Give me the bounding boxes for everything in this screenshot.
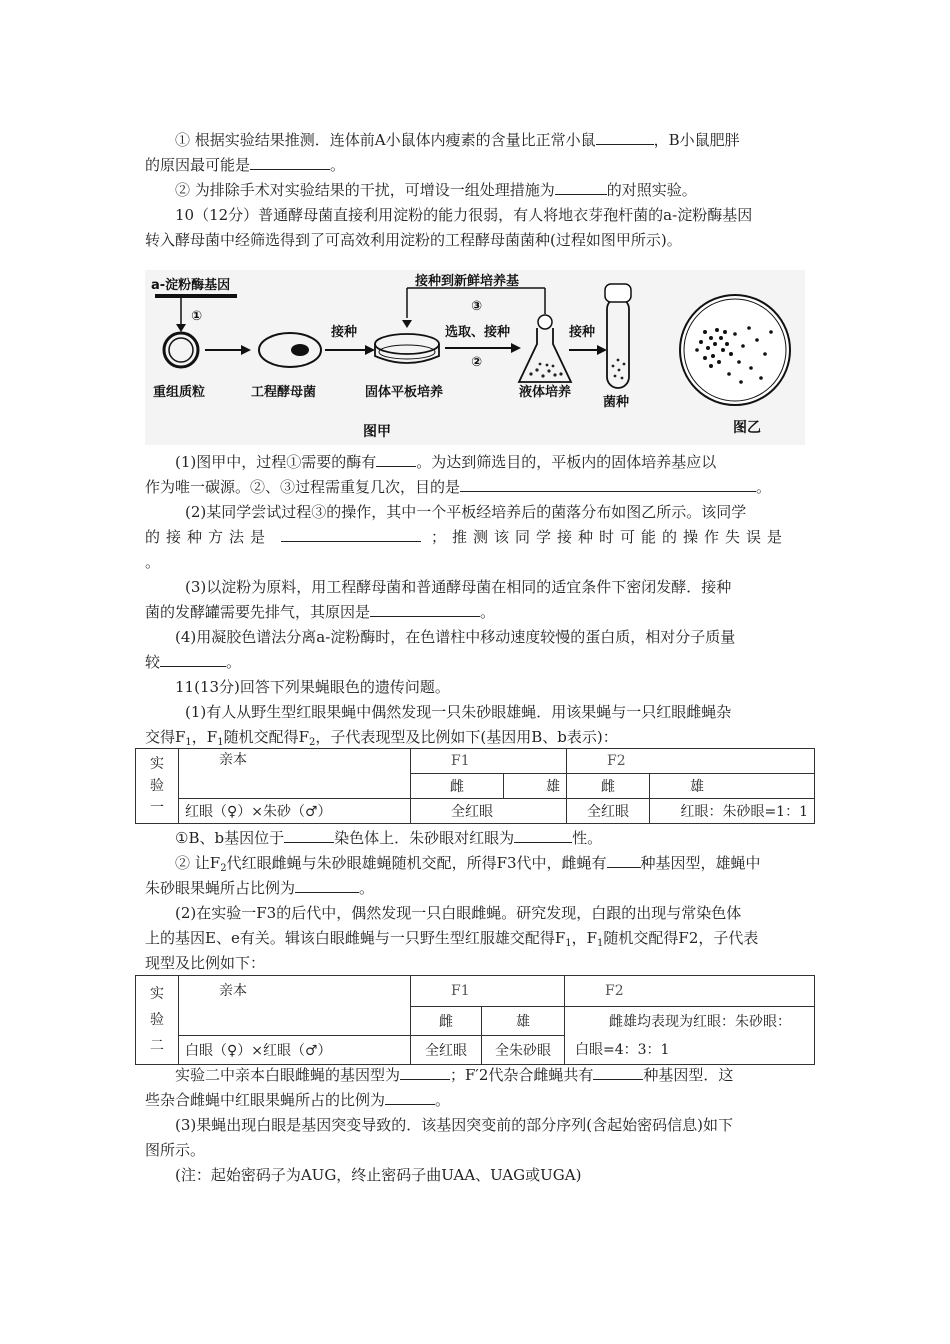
inoculate-label-1: 接种 [331, 325, 358, 340]
f1-male-header: 雄 [504, 774, 567, 799]
exp-char: 实 [150, 986, 164, 1002]
f1-header: F1 [411, 749, 567, 774]
text: ② 让F [175, 854, 221, 872]
text: 。 [756, 478, 772, 496]
exp-char: 验 [150, 778, 164, 794]
q11-3-line2: 图所示。 [145, 1141, 206, 1159]
q11-1-line2 [145, 725, 810, 749]
table-experiment-2 [135, 975, 815, 1065]
liquid-label: 液体培养 [519, 385, 572, 400]
q10-2-line1: (2)某同学尝试过程③的操作，其中一个平板经培养后的菌落分布如图乙所示。该同学 [185, 503, 747, 521]
answer-blank[interactable] [596, 129, 654, 145]
exp-label-cell [136, 976, 179, 1065]
q11-1-line4 [175, 851, 810, 875]
text: 上的基因E、e有关。辑该白眼雌蝇与一只野生型红服雄交配得F [145, 929, 566, 947]
gene-label: a-淀粉酶基因 [151, 278, 231, 293]
answer-blank[interactable] [555, 179, 607, 195]
answer-blank[interactable] [295, 877, 359, 893]
answer-blank[interactable] [250, 154, 330, 170]
cross-cell: 白眼（♀）×红眼（♂） [179, 1036, 411, 1065]
figure-b-caption: 图乙 [733, 420, 761, 436]
q10-2-line3: 。 [145, 553, 161, 571]
text: 菌的发酵罐需要先排气，其原因是 [145, 603, 371, 621]
f2-male-header: 雄 [650, 774, 815, 799]
text: 种基因型，雄蝇中 [640, 854, 761, 872]
step3-label: ③ [471, 299, 483, 314]
answer-blank[interactable] [281, 526, 421, 542]
answer-blank[interactable] [460, 476, 756, 492]
text: 朱砂眼果蝇所占比例为 [145, 879, 296, 897]
answer-blank[interactable] [385, 1089, 435, 1105]
text: 的接种方法是 [145, 528, 272, 546]
strain-label: 菌种 [603, 395, 630, 410]
text: 。 [359, 879, 375, 897]
q10-1-line2 [145, 475, 810, 499]
exp-char: 一 [150, 800, 164, 816]
text: ；推测该同学接种时可能的操作失误是 [431, 528, 789, 546]
text: 些杂合雌蝇中红眼果蝇所占的比例为 [145, 1091, 386, 1109]
f2-header: F2 [567, 749, 815, 774]
text: 性。 [572, 829, 603, 847]
q9-line1 [175, 128, 810, 152]
q11-1-line3 [175, 826, 810, 850]
exp-char: 实 [150, 756, 164, 772]
text: 较 [145, 653, 161, 671]
subscript: 2 [309, 737, 316, 748]
text: 的对照实验。 [606, 181, 697, 199]
q10-4-line2 [145, 650, 810, 674]
answer-blank[interactable] [160, 651, 226, 667]
text: 。 [330, 156, 346, 174]
answer-blank[interactable] [376, 451, 416, 467]
text: ① 根据实验结果推测．连体前A小鼠体内瘦素的含量比正常小鼠 [175, 131, 596, 149]
text: 代红眼雌蝇与朱砂眼雄蝇随机交配，所得F3代中，雌蝇有 [226, 854, 607, 872]
text: 染色体上．朱砂眼对红眼为 [334, 829, 515, 847]
plasmid-label: 重组质粒 [153, 385, 206, 400]
answer-blank[interactable] [284, 827, 334, 843]
subscript: 1 [565, 938, 572, 949]
text: 种基因型．这 [643, 1066, 734, 1084]
q10-2-line2 [145, 525, 810, 549]
f1-female-header: 雌 [411, 1007, 482, 1036]
text: 的原因最可能是 [145, 156, 251, 174]
q11-intro: 11(13分)回答下列果蝇眼色的遗传问题。 [175, 678, 450, 696]
select-label: 选取、接种 [445, 325, 511, 340]
q9-line2 [145, 153, 810, 177]
text: 。 [480, 603, 496, 621]
q11-2-line3: 现型及比例如下： [145, 954, 266, 972]
subscript: 1 [217, 737, 224, 748]
q10-intro-2: 转入酵母菌中经筛选得到了可高效利用淀粉的工程酵母菌菌种(过程如图甲所示)。 [145, 231, 682, 249]
text: ，子代表现型及比例如下(基因用B、b表示)： [315, 728, 618, 746]
exp-char: 验 [150, 1012, 164, 1028]
q9-line3 [175, 178, 810, 202]
exp-label-cell [136, 749, 179, 824]
q10-1-line1 [175, 450, 810, 474]
subscript: 1 [185, 737, 192, 748]
table-experiment-1 [135, 748, 815, 824]
q10-3-line2 [145, 600, 810, 624]
f2-female-header: 雌 [567, 774, 650, 799]
text: 实验二中亲本白眼雌蝇的基因型为 [175, 1066, 401, 1084]
parent-header: 亲本 [179, 976, 411, 1036]
exp-char: 二 [150, 1038, 164, 1054]
f1-male-header: 雄 [482, 1007, 565, 1036]
text: 随机交配得F2，子代表 [603, 929, 759, 947]
cross-cell: 红眼（♀）×朱砂（♂） [179, 799, 411, 824]
f2-header: F2 [565, 976, 815, 1007]
text: 随机交配得F [223, 728, 310, 746]
f1-female-result-cell: 全红眼 [411, 1036, 482, 1065]
answer-blank[interactable] [514, 827, 572, 843]
subscript: 1 [597, 938, 604, 949]
text: ，B小鼠肥胖 [653, 131, 740, 149]
answer-blank[interactable] [400, 1064, 450, 1080]
plate-label: 固体平板培养 [365, 385, 444, 400]
new-medium-label: 接种到新鲜培养基 [415, 274, 520, 289]
q11-2-line5 [145, 1088, 810, 1112]
f2-female-result-cell: 全红眼 [567, 799, 650, 824]
text: ② 为排除手术对实验结果的干扰，可增设一组处理措施为 [175, 181, 555, 199]
figure-process [145, 270, 805, 445]
step2-label: ② [471, 355, 483, 370]
f2-male-result-cell: 红眼：朱砂眼=1：1 [650, 799, 815, 824]
text: ①B、b基因位于 [175, 829, 285, 847]
parent-header: 亲本 [179, 749, 411, 799]
text: ，F [571, 929, 598, 947]
text: 。 [226, 653, 242, 671]
q11-2-line2 [145, 926, 810, 950]
q11-3-note: (注：起始密码子为AUG，终止密码子曲UAA、UAG或UGA) [175, 1166, 582, 1184]
text: 交得F [145, 728, 186, 746]
q11-1-line5 [145, 876, 810, 900]
answer-blank[interactable] [370, 601, 480, 617]
q11-2-line1: (2)在实验一F3的后代中，偶然发现一只白眼雌蝇。研究发现，白跟的出现与常染色体 [175, 904, 742, 922]
q10-3-line1: (3)以淀粉为原料，用工程酵母菌和普通酵母菌在相同的适宜条件下密闭发酵．接种 [185, 578, 732, 596]
q11-2-line4 [175, 1063, 810, 1087]
f1-female-header: 雌 [411, 774, 504, 799]
text: 。 [435, 1091, 451, 1109]
answer-blank[interactable] [607, 852, 641, 868]
yeast-label: 工程酵母菌 [251, 385, 317, 400]
f1-result-cell: 全红眼 [411, 799, 567, 824]
q11-1-line1: (1)有人从野生型红眼果蝇中偶然发现一只朱砂眼雄蝇．用该果蝇与一只红眼雌蝇杂 [185, 703, 732, 721]
f2-result-cell [565, 1007, 815, 1065]
text: ；F′2代杂合雌蝇共有 [450, 1066, 594, 1084]
f1-header: F1 [411, 976, 565, 1007]
text: 。为达到筛选目的，平板内的固体培养基应以 [416, 453, 717, 471]
f2-result-line: 白眼=4：3：1 [575, 1041, 670, 1058]
answer-blank[interactable] [593, 1064, 643, 1080]
subscript: 2 [220, 863, 227, 874]
text: (1)图甲中，过程①需要的酶有 [175, 453, 377, 471]
text: ，F [191, 728, 218, 746]
inoculate-label-2: 接种 [569, 325, 596, 340]
q10-4-line1: (4)用凝胶色谱法分离a-淀粉酶时，在色谱柱中移动速度较慢的蛋白质，相对分子质量 [175, 628, 736, 646]
f1-male-result-cell: 全朱砂眼 [482, 1036, 565, 1065]
q10-intro-1: 10（12分）普通酵母菌直接利用淀粉的能力很弱，有人将地衣芽孢杆菌的a-淀粉酶基因 [175, 206, 753, 224]
figure-a-caption: 图甲 [363, 424, 391, 440]
q11-3-line1: (3)果蝇出现白眼是基因突变导致的．该基因突变前的部分序列(含起始密码信息)如下 [175, 1116, 733, 1134]
text: 作为唯一碳源。②、③过程需重复几次，目的是 [145, 478, 461, 496]
f2-result-line: 雌雄均表现为红眼：朱砂眼： [609, 1013, 791, 1030]
step1-label: ① [191, 309, 203, 324]
